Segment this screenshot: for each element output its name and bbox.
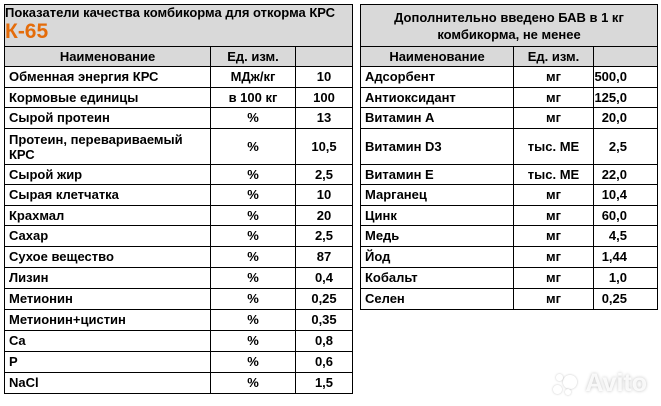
param-name: Лизин [5, 268, 211, 289]
supplement-unit: мг [514, 247, 594, 268]
param-value: 2,5 [296, 165, 353, 185]
table-row [5, 206, 658, 226]
supplement-value: 2,5 [594, 129, 658, 165]
table-row [5, 373, 658, 394]
param-name: Сырой протеин [5, 108, 211, 129]
supplement-value: 22,0 [594, 165, 658, 185]
table-row [5, 268, 658, 289]
param-value: 10,5 [296, 129, 353, 165]
table-row [5, 185, 658, 206]
param-name: Крахмал [5, 206, 211, 226]
supplement-name: Селен [361, 289, 514, 310]
param-name: NaCl [5, 373, 211, 394]
param-value: 10 [296, 185, 353, 206]
param-value: 87 [296, 247, 353, 268]
param-unit: % [211, 247, 296, 268]
col-header-unit-right: Ед. изм. [514, 47, 594, 67]
column-header-row [5, 47, 658, 67]
param-value: 13 [296, 108, 353, 129]
param-value: 0,35 [296, 310, 353, 331]
supplement-name: Витамин А [361, 108, 514, 129]
param-name: Ca [5, 331, 211, 352]
param-name: Метионин+цистин [5, 310, 211, 331]
right-title: Дополнительно введено БАВ в 1 кг комбикорма, не менее [361, 5, 658, 47]
table-row [5, 88, 658, 108]
col-header-name-left: Наименование [5, 47, 211, 67]
supplement-value: 0,25 [594, 289, 658, 310]
param-value: 0,25 [296, 289, 353, 310]
supplement-name: Марганец [361, 185, 514, 206]
supplement-value: 125,0 [594, 88, 658, 108]
table-row [5, 108, 658, 129]
param-name: P [5, 352, 211, 373]
param-name: Сахар [5, 226, 211, 247]
supplement-name: Антиоксидант [361, 88, 514, 108]
param-value: 0,6 [296, 352, 353, 373]
param-value: 10 [296, 67, 353, 88]
param-name: Сухое вещество [5, 247, 211, 268]
param-unit: % [211, 129, 296, 165]
param-unit: в 100 кг [211, 88, 296, 108]
param-unit: % [211, 185, 296, 206]
supplement-value: 10,4 [594, 185, 658, 206]
param-name: Сырая клетчатка [5, 185, 211, 206]
supplement-unit: мг [514, 88, 594, 108]
table-row [5, 352, 658, 373]
supplement-value: 4,5 [594, 226, 658, 247]
table-row [5, 129, 658, 165]
supplement-name: Йод [361, 247, 514, 268]
param-name: Обменная энергия КРС [5, 67, 211, 88]
supplement-unit: тыс. МЕ [514, 129, 594, 165]
table-row [5, 165, 658, 185]
table-row [5, 331, 658, 352]
param-unit: МДж/кг [211, 67, 296, 88]
param-name: Метионин [5, 289, 211, 310]
param-unit: % [211, 310, 296, 331]
param-unit: % [211, 352, 296, 373]
table-row [5, 247, 658, 268]
table-row [5, 226, 658, 247]
param-value: 0,4 [296, 268, 353, 289]
param-name: Протеин, перевариваемый КРС [5, 129, 211, 165]
table-header-row [5, 5, 658, 47]
supplement-value: 1,44 [594, 247, 658, 268]
supplement-unit: мг [514, 185, 594, 206]
quality-table [4, 4, 658, 394]
supplement-unit: мг [514, 289, 594, 310]
param-value: 100 [296, 88, 353, 108]
supplement-value: 1,0 [594, 268, 658, 289]
left-title-cell [5, 5, 353, 47]
param-name: Кормовые единицы [5, 88, 211, 108]
param-value: 0,8 [296, 331, 353, 352]
supplement-name: Кобальт [361, 268, 514, 289]
param-value: 20 [296, 206, 353, 226]
watermark-text: Avito [585, 369, 647, 397]
param-unit: % [211, 331, 296, 352]
col-header-value-left [296, 47, 353, 67]
supplement-value: 500,0 [594, 67, 658, 88]
product-code: К-65 [5, 20, 49, 43]
param-name: Сырой жир [5, 165, 211, 185]
supplement-unit: мг [514, 268, 594, 289]
supplement-unit: мг [514, 206, 594, 226]
param-unit: % [211, 108, 296, 129]
table-row [5, 289, 658, 310]
param-unit: % [211, 206, 296, 226]
param-value: 1,5 [296, 373, 353, 394]
param-unit: % [211, 289, 296, 310]
supplement-name: Цинк [361, 206, 514, 226]
supplement-name: Витамин D3 [361, 129, 514, 165]
param-unit: % [211, 226, 296, 247]
col-header-value-right [594, 47, 658, 67]
supplement-unit: тыс. МЕ [514, 165, 594, 185]
supplement-name: Медь [361, 226, 514, 247]
param-unit: % [211, 373, 296, 394]
supplement-name: Адсорбент [361, 67, 514, 88]
supplement-value: 60,0 [594, 206, 658, 226]
left-title: Показатели качества комбикорма для откорма КРС [5, 5, 336, 20]
param-unit: % [211, 268, 296, 289]
col-header-unit-left: Ед. изм. [211, 47, 296, 67]
param-unit: % [211, 165, 296, 185]
supplement-unit: мг [514, 226, 594, 247]
supplement-unit: мг [514, 108, 594, 129]
supplement-unit: мг [514, 67, 594, 88]
param-value: 2,5 [296, 226, 353, 247]
table-row [5, 310, 658, 331]
supplement-name: Витамин Е [361, 165, 514, 185]
table-row [5, 67, 658, 88]
col-header-name-right: Наименование [361, 47, 514, 67]
supplement-value: 20,0 [594, 108, 658, 129]
